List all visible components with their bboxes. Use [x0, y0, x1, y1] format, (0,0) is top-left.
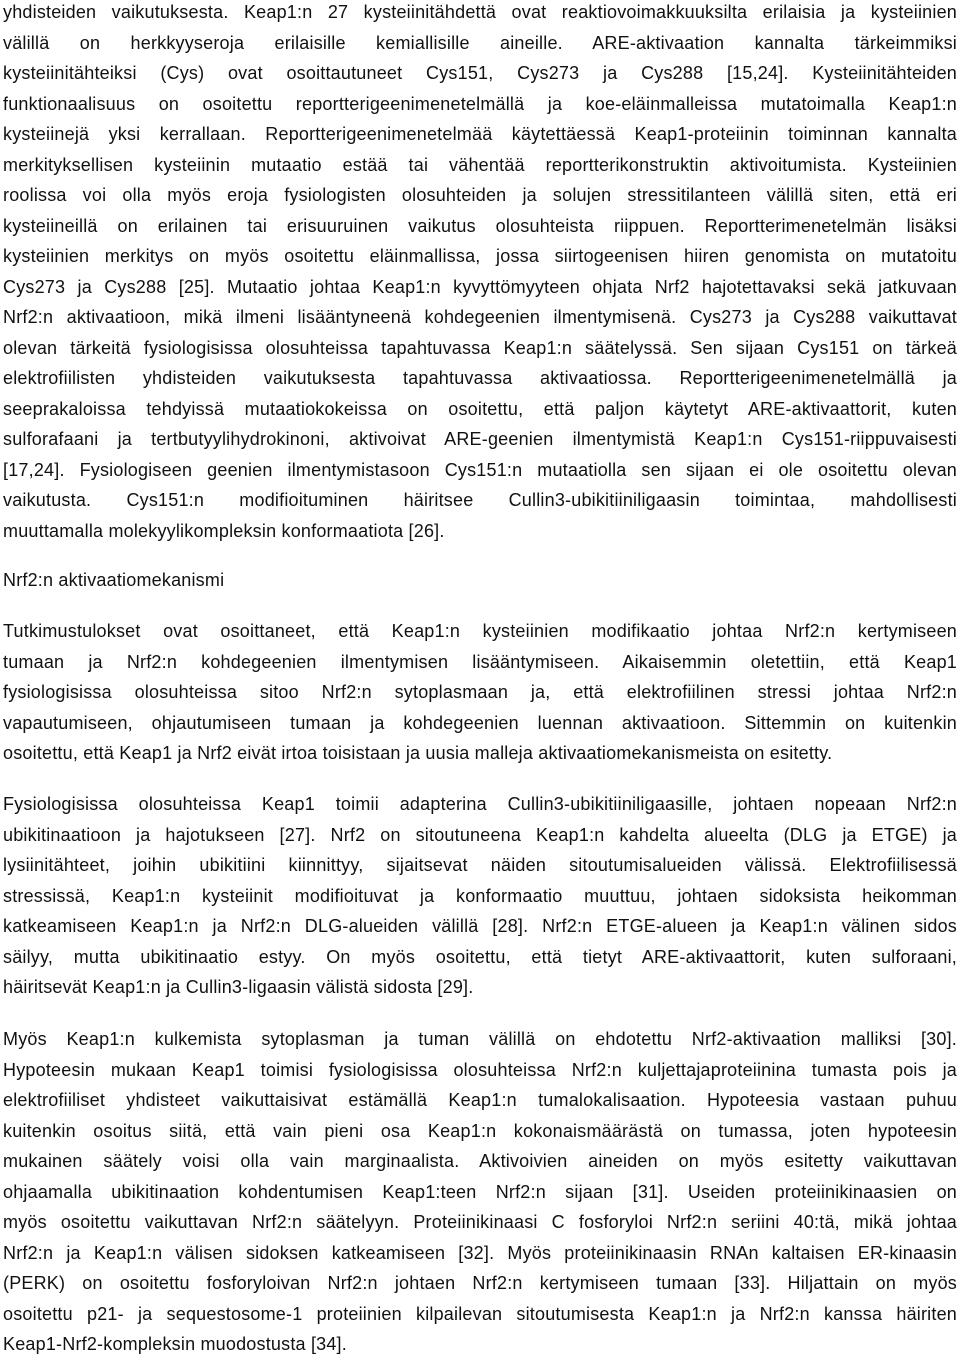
text-line: vaikutusta. Cys151:n modifioituminen häiritsee Cullin3-ubikitiiniligaasin toimintaa, mahdollisesti	[3, 490, 957, 510]
text-line: kysteiinejä yksi kerrallaan. Reportterigeenimenetelmää käytettäessä Keap1-proteiinin toiminnan kannalta	[3, 124, 957, 144]
text-line: häiritsevät Keap1:n ja Cullin3-ligaasin välistä sidosta [29].	[3, 977, 474, 997]
text-line: myös osoitettu vaikuttavan Nrf2:n säätelyyn. Proteiinikinaasi C fosforyloi Nrf2:n seriini 40:tä, mikä johtaa	[3, 1212, 957, 1232]
text-line: sulforafaani ja tertbutyylihydrokinoni, aktivoivat ARE-geenien ilmentymistä Keap1:n Cys151-riippuvaisesti	[3, 429, 957, 449]
text-line: kysteiinien merkitys on myös osoitettu eläinmallissa, jossa siirtogeenisen hiiren genomista on mutatoitu	[3, 246, 957, 266]
body-paragraph	[3, 616, 957, 769]
text-line: katkeamiseen Keap1:n ja Nrf2:n DLG-alueiden välillä [28]. Nrf2:n ETGE-alueen ja Keap1:n välinen sidos	[3, 916, 957, 936]
section-heading: Nrf2:n aktivaatiomekanismi	[3, 570, 225, 590]
text-line: tumaan ja Nrf2:n kohdegeenien ilmentymisen lisääntymiseen. Aikaisemmin oletettiin, että Keap1	[3, 651, 957, 672]
text-line: elektrofiiliset yhdisteet vaikuttaisivat estämällä Keap1:n tumalokalisaation. Hypoteesia vastaan puhuu	[3, 1090, 957, 1110]
text-line: kuitenkin osoitus siitä, että vain pieni osa Keap1:n kokonaismäärästä on tumassa, joten hypoteesin	[3, 1120, 957, 1141]
text-line: funktionaalisuus on osoitettu reportterigeenimenetelmällä ja koe-eläinmalleissa mutatoimalla Keap1:n	[3, 93, 957, 114]
text-line: Myös Keap1:n kulkemista sytoplasman ja tuman välillä on ehdotettu Nrf2-aktivaation malliksi [30].	[3, 1029, 957, 1049]
text-line: muuttamalla molekyylikompleksin konformaatiota [26].	[3, 520, 445, 541]
text-line: elektrofiilisten yhdisteiden vaikutuksesta tapahtuvassa aktivaatiossa. Reportterigeenimenetelmällä ja	[3, 368, 957, 388]
text-line: (PERK) on osoitettu fosforyloivan Nrf2:n johtaen Nrf2:n kertymiseen tumaan [33]. Hiljattain on myös	[3, 1273, 957, 1293]
body-paragraph	[3, 1024, 957, 1360]
text-line: kysteiinitähteiksi (Cys) ovat osoittautuneet Cys151, Cys273 ja Cys288 [15,24]. Kysteiinitähteiden	[3, 63, 957, 83]
text-line: välillä on herkkyyseroja erilaisille kemiallisille aineille. ARE-aktivaation kannalta tärkeimmiksi	[3, 32, 957, 53]
text-line: Nrf2:n aktivaatioon, mikä ilmeni lisääntyneenä kohdegeenien ilmentymisenä. Cys273 ja Cys288 vaikuttavat	[3, 307, 957, 327]
text-line: olevan tärkeitä fysiologisissa olosuhteissa tapahtuvassa Keap1:n säätelyssä. Sen sijaan Cys151 on tärkeä	[3, 337, 957, 358]
text-line: Cys273 ja Cys288 [25]. Mutaatio johtaa Keap1:n kyvyttömyyteen ohjata Nrf2 hajotettavaksi sekä jatkuvaan	[3, 276, 957, 297]
text-line: lysiinitähteet, joihin ubikitiini kiinnittyy, sijaitsevat näiden sitoutumisalueiden välissä. Elektrofiilisessä	[3, 855, 957, 875]
text-line: osoitettu, että Keap1 ja Nrf2 eivät irtoa toisistaan ja uusia malleja aktivaatiomekanismeista on esitetty.	[3, 743, 833, 763]
body-paragraph	[3, 0, 957, 546]
text-line: säilyy, mutta ubikitinaatio estyy. On myös osoitettu, että tietyt ARE-aktivaattorit, kuten sulforaani,	[3, 946, 957, 967]
text-line: Hypoteesin mukaan Keap1 toimisi fysiologisissa olosuhteissa Nrf2:n kuljettajaproteiinina tumasta pois ja	[3, 1059, 957, 1080]
text-line: Nrf2:n ja Keap1:n välisen sidoksen katkeamiseen [32]. Myös proteiinikinaasin RNAn kaltaisen ER-kinaasin	[3, 1242, 957, 1263]
text-line: ubikitinaatioon ja hajotukseen [27]. Nrf2 on sitoutuneena Keap1:n kahdelta alueelta (DLG ja ETGE) ja	[3, 824, 957, 845]
text-line: Keap1-Nrf2-kompleksin muodostusta [34].	[3, 1334, 347, 1354]
text-line: mukainen säätely voisi olla vain marginaalista. Aktivoivien aineiden on myös esitetty vaikuttavan	[3, 1151, 957, 1171]
text-line: kysteiineillä on erilainen tai erisuuruinen vaikutus olosuhteista riippuen. Reportterimenetelmän lisäksi	[3, 215, 957, 236]
text-line: [17,24]. Fysiologiseen geenien ilmentymistasoon Cys151:n mutaatiolla sen sijaan ei ole osoitettu olevan	[3, 459, 957, 480]
text-line: osoitettu p21- ja sequestosome-1 proteiinien kilpailevan sitoutumisesta Keap1:n ja Nrf2:n kanssa häiriten	[3, 1303, 957, 1324]
text-line: merkityksellisen kysteiinin mutaatio estää tai vähentää reportterikonstruktin aktivoitumista. Kysteiinien	[3, 154, 957, 175]
text-line: stressissä, Keap1:n kysteiinit modifioituvat ja konformaatio muuttuu, johtaen sidoksista heikomman	[3, 885, 957, 906]
text-line: vapautumiseen, ohjautumiseen tumaan ja kohdegeenien luennan aktivaatioon. Sittemmin on kuitenkin	[3, 712, 957, 733]
text-line: Fysiologisissa olosuhteissa Keap1 toimii adapterina Cullin3-ubikitiiniligaasille, johtaen nopeaan Nrf2:n	[3, 794, 957, 814]
text-line: yhdisteiden vaikutuksesta. Keap1:n 27 kysteiinitähdettä ovat reaktiovoimakkuuksilta erilaisia ja kysteiinien	[3, 2, 957, 22]
text-line: ohjaamalla ubikitinaation kohdentumisen Keap1:teen Nrf2:n sijaan [31]. Useiden proteiinikinaasien on	[3, 1181, 957, 1202]
text-line: seeprakaloissa tehdyissä mutaatiokokeissa on osoitettu, että paljon käytetyt ARE-aktivaattorit, kuten	[3, 398, 957, 419]
text-line: roolissa voi olla myös eroja fysiologisten olosuhteiden ja solujen stressitilanteen välillä siten, että eri	[3, 185, 957, 205]
text-line: fysiologisissa olosuhteissa sitoo Nrf2:n sytoplasmaan ja, että elektrofiilinen stressi johtaa Nrf2:n	[3, 682, 957, 702]
text-line: Tutkimustulokset ovat osoittaneet, että Keap1:n kysteiinien modifikaatio johtaa Nrf2:n kertymiseen	[3, 621, 957, 641]
body-paragraph	[3, 789, 957, 1003]
